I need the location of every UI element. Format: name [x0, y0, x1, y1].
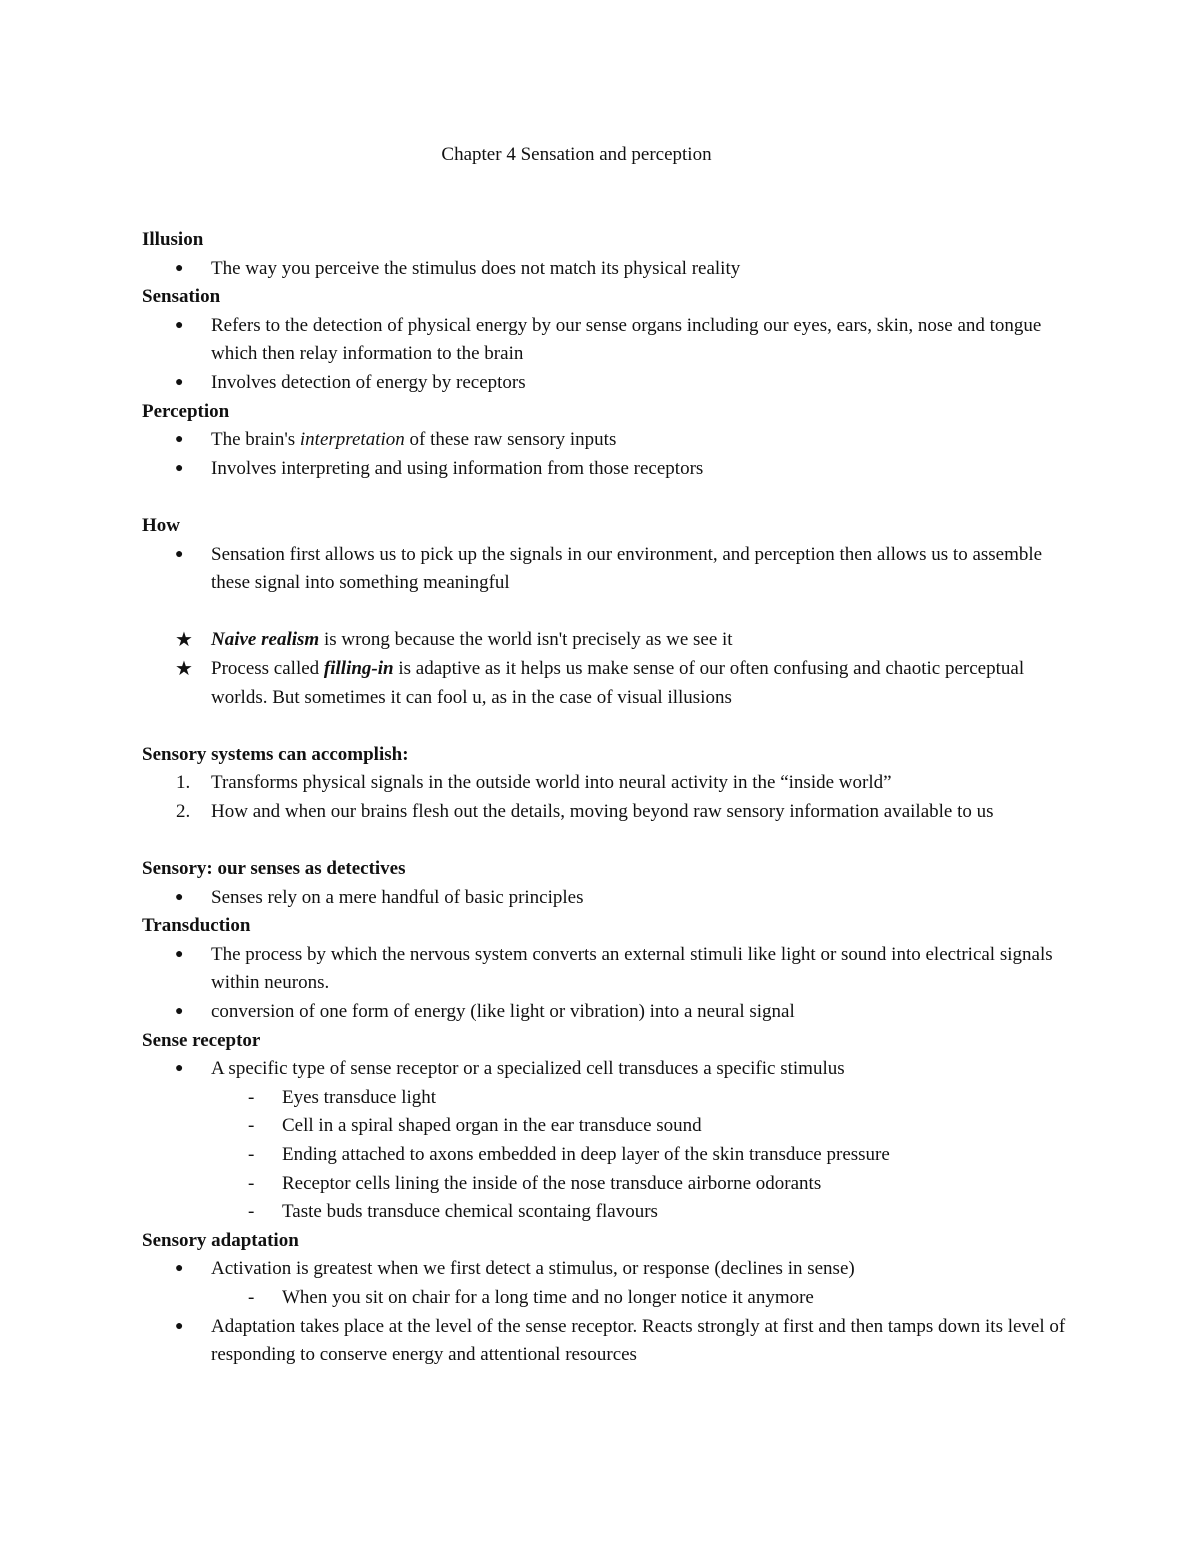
list-item-text-post: is adaptive as it helps us make sense of our often confusing and chaotic perceptual worlds. But sometimes it can fool u, as in the case of visual illusions — [211, 657, 1025, 708]
list-number: 1. — [176, 772, 191, 794]
bullet-icon: ● — [175, 374, 184, 390]
page-title: Chapter 4 Sensation and perception — [441, 144, 712, 165]
sub-list-item — [142, 1198, 1082, 1227]
list-item — [142, 941, 1082, 998]
bullet-icon: ● — [175, 1061, 184, 1077]
list-item — [142, 541, 1082, 598]
list-item-text: Activation is greatest when we first detect a stimulus, or response (declines in sense) — [211, 1258, 855, 1280]
heading-senses-detectives: Sensory: our senses as detectives — [142, 858, 406, 880]
heading-illusion: Illusion — [142, 229, 204, 250]
emphasis-filling-in: filling-in — [323, 657, 394, 679]
list-item — [142, 312, 1082, 369]
bullet-icon: ● — [175, 946, 184, 962]
list-item — [142, 369, 1082, 398]
list-number: 2. — [176, 800, 191, 822]
sub-list-item — [142, 1112, 1082, 1141]
list-item — [142, 1313, 1082, 1370]
numbered-item — [142, 798, 1082, 827]
bullet-icon: ● — [175, 889, 184, 905]
dash-icon: - — [248, 1086, 255, 1108]
list-item-text: Adaptation takes place at the level of the sense receptor. Reacts strongly at first and then tamps down its level of responding to conserve energy and attentional resources — [211, 1315, 1066, 1366]
list-item — [142, 626, 1082, 655]
list-item — [142, 1055, 1082, 1084]
star-icon: ★ — [175, 629, 193, 652]
spacer — [142, 598, 1082, 627]
list-item — [142, 884, 1082, 913]
heading-sense-receptor: Sense receptor — [142, 1029, 261, 1051]
bullet-icon: ● — [175, 546, 184, 562]
spacer — [142, 826, 1082, 855]
star-icon: ★ — [175, 657, 193, 680]
sub-list-item-text: Receptor cells lining the inside of the nose transduce airborne odorants — [282, 1172, 822, 1194]
list-item-text: The way you perceive the stimulus does not match its physical reality — [211, 257, 741, 279]
dash-icon: - — [248, 1144, 255, 1165]
dash-icon: - — [248, 1172, 255, 1194]
list-item-text: Transforms physical signals in the outside world into neural activity in the “inside world” — [211, 772, 892, 794]
list-item-text: Involves interpreting and using information from those receptors — [211, 457, 704, 479]
dash-icon: - — [248, 1115, 255, 1137]
heading-perception: Perception — [142, 400, 230, 422]
sub-list-item — [142, 1084, 1082, 1113]
heading-sensation: Sensation — [142, 286, 221, 308]
sub-list-item — [142, 1141, 1082, 1170]
list-item — [142, 1255, 1082, 1284]
numbered-item — [142, 769, 1082, 798]
sub-list-item-text: Taste buds transduce chemical scontaing flavours — [282, 1201, 658, 1223]
sub-list-item-text: When you sit on chair for a long time and no longer notice it anymore — [282, 1286, 814, 1308]
list-item — [142, 426, 1082, 455]
emphasis-interpretation: interpretation — [299, 429, 405, 451]
heading-transduction: Transduction — [142, 915, 251, 937]
list-item-text-pre: The brain's — [211, 429, 300, 451]
list-item — [142, 455, 1082, 484]
list-item-text: Sensation first allows us to pick up the signals in our environment, and perception then allows us to assemble these signal into something meaningful — [211, 543, 1043, 594]
list-item-text: conversion of one form of energy (like light or vibration) into a neural signal — [211, 1001, 795, 1023]
sub-list-item-text: Ending attached to axons embedded in deep layer of the skin transduce pressure — [282, 1144, 890, 1165]
sub-list-item — [142, 1284, 1082, 1313]
list-item-text-post: is wrong because the world isn't precisely as we see it — [319, 629, 733, 651]
sub-list-item-text: Eyes transduce light — [282, 1086, 437, 1108]
list-item-text: Refers to the detection of physical energy by our sense organs including our eyes, ears, skin, nose and tongue which then relay information to the brain — [211, 314, 1042, 365]
dash-icon: - — [248, 1201, 255, 1223]
dash-icon: - — [248, 1286, 255, 1308]
bullet-icon: ● — [175, 317, 184, 333]
document-body — [142, 226, 1082, 1370]
list-item — [142, 998, 1082, 1027]
list-item-text-post: of these raw sensory inputs — [404, 429, 617, 451]
sub-list-item-text: Cell in a spiral shaped organ in the ear transduce sound — [282, 1115, 702, 1137]
heading-how: How — [142, 514, 180, 536]
bullet-icon: ● — [175, 1261, 184, 1277]
list-item-text-pre: Process called — [211, 657, 324, 679]
bullet-icon: ● — [175, 460, 184, 476]
list-item — [142, 255, 1082, 284]
spacer — [142, 712, 1082, 741]
bullet-icon: ● — [175, 432, 184, 448]
list-item-text: How and when our brains flesh out the details, moving beyond raw sensory information available to us — [211, 800, 994, 822]
spacer — [142, 483, 1082, 512]
list-item-text: A specific type of sense receptor or a specialized cell transduces a specific stimulus — [211, 1058, 845, 1080]
list-item-text: Involves detection of energy by receptors — [211, 371, 526, 393]
list-item-text: The process by which the nervous system converts an external stimuli like light or sound into electrical signals within neurons. — [211, 943, 1053, 994]
heading-sensory-systems: Sensory systems can accomplish: — [142, 743, 409, 765]
emphasis-naive-realism: Naive realism — [211, 629, 320, 651]
bullet-icon: ● — [175, 1004, 184, 1020]
list-item-text: Senses rely on a mere handful of basic principles — [211, 886, 584, 908]
heading-sensory-adaptation: Sensory adaptation — [142, 1229, 299, 1251]
sub-list-item — [142, 1170, 1082, 1199]
bullet-icon: ● — [175, 260, 184, 276]
bullet-icon: ● — [175, 1318, 184, 1334]
list-item — [142, 655, 1082, 712]
